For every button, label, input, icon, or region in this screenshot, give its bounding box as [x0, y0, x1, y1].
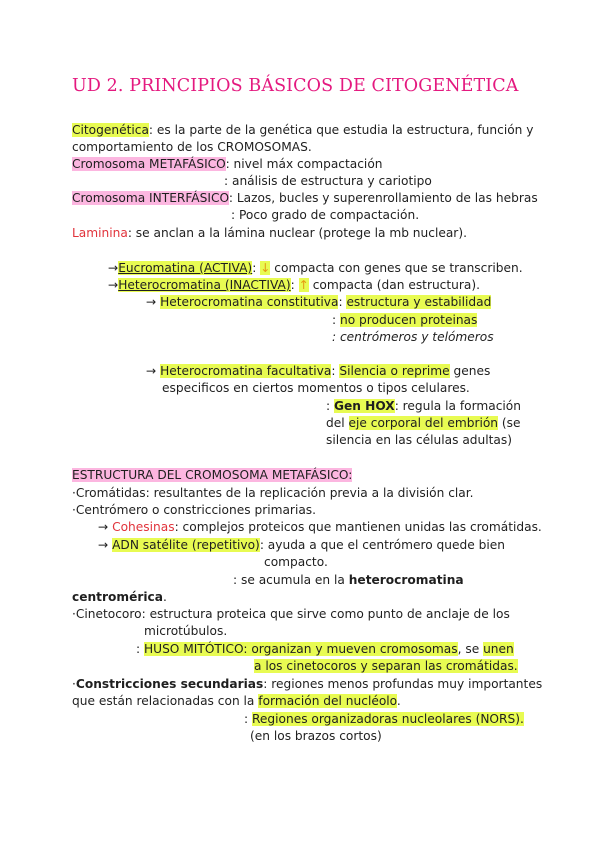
eucromatina-term: Eucromatina (ACTIVA) — [118, 261, 253, 275]
constitutiva-line: → Heterocromatina constitutiva: estructura y estabilidad — [146, 295, 492, 309]
arrow-right-icon: → — [146, 295, 161, 309]
arrow-up-icon: ↑ — [298, 278, 309, 292]
interfasico-term: Cromosoma INTERFÁSICO — [72, 191, 229, 205]
cohesinas-line: → Cohesinas: complejos proteicos que mantienen unidas las cromátidas. — [98, 520, 542, 534]
metafasico-term: Cromosoma METAFÁSICO — [72, 157, 226, 171]
arrow-right-icon: → — [98, 520, 113, 534]
adn-satelite-term: ADN satélite (repetitivo) — [112, 538, 260, 552]
citogenetica-term: Citogenética — [72, 123, 149, 137]
arrow-right-icon: → — [98, 538, 113, 552]
huso-line: : HUSO MITÓTICO: organizan y mueven cromosomas, se unen — [136, 642, 514, 656]
facultativa-line: → Heterocromatina facultativa: Silencia o reprime genes — [146, 364, 491, 378]
heterocromatina-term: Heterocromatina (INACTIVA) — [118, 278, 291, 292]
nors-line: : Regiones organizadoras nucleolares (NORS). — [244, 712, 524, 726]
interfasico-definition-cont: : Poco grado de compactación. — [231, 208, 420, 222]
cinetocoro-line: ·Cinetocoro: estructura proteica que sirve como punto de anclaje de los — [72, 607, 510, 621]
huso-line-2: a los cinetocoros y separan las cromátidas. — [254, 659, 518, 673]
gen-hox-line-2: del eje corporal del embrión (se — [326, 416, 521, 430]
metafasico-definition: Cromosoma METAFÁSICO: nivel máx compactación — [72, 157, 383, 171]
gen-hox-line-3: silencia en las células adultas) — [326, 433, 513, 447]
eucromatina-line: →Eucromatina (ACTIVA): ↓ compacta con genes que se transcriben. — [108, 261, 523, 275]
constitutiva-desc-2: no producen proteinas — [339, 313, 478, 327]
laminina-term: Laminina — [72, 226, 128, 240]
eje-corporal-term: eje corporal del embrión — [348, 416, 499, 430]
adn-satelite-line-4: centromérica. — [72, 590, 167, 604]
arrow-down-icon: ↓ — [260, 261, 271, 275]
heterocromatina-line: →Heterocromatina (INACTIVA): ↑ compacta (dan estructura). — [108, 278, 480, 292]
cromatidas-line: ·Cromátidas: resultantes de la replicación previa a la división clar. — [72, 486, 474, 500]
facultativa-desc: Silencia o reprime — [339, 364, 450, 378]
gen-hox-line: : Gen HOX: regula la formación — [326, 399, 521, 413]
cohesinas-term: Cohesinas — [112, 520, 175, 534]
constitutiva-line-2: : no producen proteinas — [332, 313, 478, 327]
facultativa-term: Heterocromatina facultativa — [160, 364, 332, 378]
adn-satelite-line-3: : se acumula en la heterocromatina — [233, 573, 464, 587]
nors-term: Regiones organizadoras nucleolares (NORS). — [251, 712, 524, 726]
metafasico-definition-cont: : análisis de estructura y cariotipo — [224, 174, 432, 188]
citogenetica-definition-cont: comportamiento de los CROMOSOMAS. — [72, 140, 312, 154]
page-title: UD 2. PRINCIPIOS BÁSICOS DE CITOGENÉTICA — [72, 76, 519, 96]
constitutiva-term: Heterocromatina constitutiva — [160, 295, 339, 309]
huso-term: HUSO MITÓTICO — [143, 642, 244, 656]
gen-hox-term: Gen HOX — [333, 399, 395, 413]
cinetocoro-line-2: microtúbulos. — [144, 624, 228, 638]
section-heading — [72, 467, 352, 483]
arrow-right-icon: → — [146, 364, 161, 378]
constricciones-term: Constricciones secundarias — [75, 677, 264, 691]
nors-line-2: (en los brazos cortos) — [250, 729, 382, 743]
citogenetica-definition: Citogenética: es la parte de la genética que estudia la estructura, función y — [72, 123, 534, 137]
arrow-right-icon: → — [108, 261, 119, 275]
arrow-right-icon: → — [108, 278, 119, 292]
centromero-line: ·Centrómero o constricciones primarias. — [72, 503, 317, 517]
constitutiva-line-3: : centrómeros y telómeros — [332, 330, 494, 344]
structure-heading: ESTRUCTURA DEL CROMOSOMA METAFÁSICO: — [72, 468, 353, 482]
interfasico-definition: Cromosoma INTERFÁSICO: Lazos, bucles y superenrollamiento de las hebras — [72, 191, 538, 205]
constitutiva-desc: estructura y estabilidad — [346, 295, 492, 309]
facultativa-line-2: especificos en ciertos momentos o tipos celulares. — [162, 381, 470, 395]
laminina-definition: Laminina: se anclan a la lámina nuclear (protege la mb nuclear). — [72, 226, 467, 240]
constricciones-line-2: que están relacionadas con la formación del nucléolo. — [72, 694, 401, 708]
constricciones-line: ·Constricciones secundarias: regiones menos profundas muy importantes — [72, 677, 543, 691]
adn-satelite-line: → ADN satélite (repetitivo): ayuda a que el centrómero quede bien — [98, 538, 505, 552]
adn-satelite-line-2: compacto. — [264, 555, 328, 569]
